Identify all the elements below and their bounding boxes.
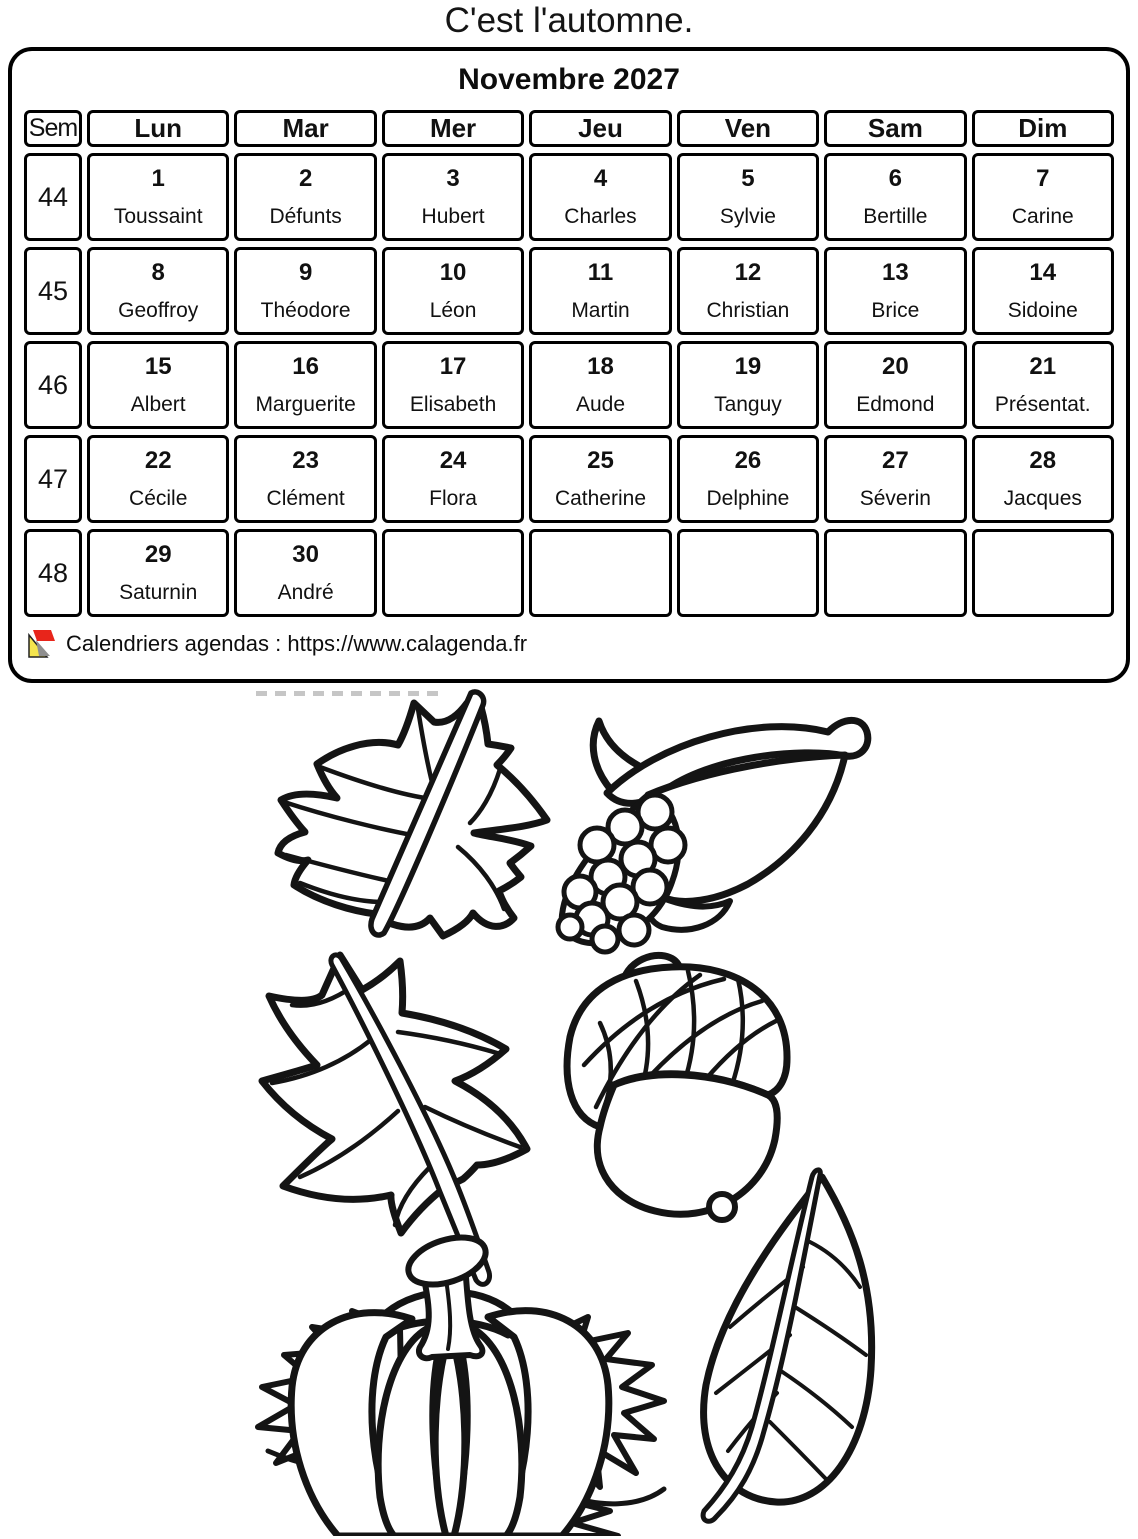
saint-name: Défunts [269, 205, 342, 228]
logo-red-banner [33, 630, 55, 641]
day-cell [677, 247, 819, 335]
day-cell [529, 153, 671, 241]
day-cell [972, 153, 1114, 241]
maple-leaf-drawing [278, 692, 547, 936]
day-cell [87, 341, 229, 429]
day-number: 13 [882, 259, 909, 286]
day-number: 29 [144, 541, 172, 568]
day-cell [529, 341, 671, 429]
day-number: 28 [1029, 447, 1057, 474]
day-header-ven: Ven [677, 110, 819, 147]
saint-name: Christian [706, 299, 790, 322]
day-number: 12 [734, 259, 762, 286]
saint-name: Bertille [863, 205, 928, 228]
saint-name: Clément [266, 487, 345, 510]
day-number: 21 [1029, 353, 1057, 380]
day-cell [677, 435, 819, 523]
day-number: 27 [882, 447, 909, 474]
page-title: C'est l'automne. [444, 1, 694, 40]
day-number: 4 [593, 165, 608, 192]
day-cell [824, 341, 966, 429]
pumpkin-drawing [258, 1229, 664, 1536]
day-number: 11 [587, 259, 614, 286]
week-number-cell: 46 [24, 341, 82, 429]
day-cell [234, 341, 376, 429]
autumn-illustrations [0, 687, 1138, 1536]
saint-name: Jacques [1003, 487, 1082, 510]
calendar-grid [24, 110, 1114, 617]
day-number: 23 [292, 447, 319, 474]
day-number: 18 [587, 353, 614, 380]
week-number-cell: 48 [24, 529, 82, 617]
saint-name: Cécile [129, 487, 188, 510]
day-header-dim: Dim [972, 110, 1114, 147]
day-header-sam: Sam [824, 110, 966, 147]
footer-link[interactable]: Calendriers agendas : https://www.calagenda.fr [66, 631, 528, 656]
day-cell [677, 153, 819, 241]
day-cell [529, 247, 671, 335]
empty-day-cell [382, 529, 524, 617]
day-cell [824, 153, 966, 241]
day-number: 25 [587, 447, 614, 474]
saint-name: Geoffroy [118, 299, 199, 322]
saint-name: Théodore [260, 299, 351, 322]
corn-cob-drawing [558, 720, 868, 952]
day-number: 19 [734, 353, 762, 380]
acorn-drawing [567, 946, 787, 1220]
calendar-footer [26, 628, 1112, 660]
week-number-cell: 44 [24, 153, 82, 241]
day-cell [972, 435, 1114, 523]
day-cell [87, 153, 229, 241]
saint-name: Elisabeth [409, 393, 497, 416]
day-header-jeu: Jeu [529, 110, 671, 147]
saint-name: Aude [575, 393, 626, 416]
day-cell [234, 435, 376, 523]
saint-name: Hubert [421, 205, 485, 228]
saint-name: Séverin [859, 487, 931, 510]
day-number: 7 [1036, 165, 1050, 192]
saint-name: Charles [564, 205, 637, 228]
day-cell [87, 247, 229, 335]
day-number: 15 [144, 353, 172, 380]
acorn-tip [709, 1194, 735, 1220]
saint-name: Carine [1011, 205, 1074, 228]
day-number: 5 [741, 165, 755, 192]
week-column-header: Sem [24, 110, 82, 147]
day-number: 14 [1029, 259, 1057, 286]
calendar-month-title: Novembre 2027 [458, 63, 680, 96]
saint-name: Toussaint [113, 205, 203, 228]
day-number: 9 [298, 259, 313, 286]
day-header-mar: Mar [234, 110, 376, 147]
calendar-card [8, 47, 1130, 683]
day-cell [382, 341, 524, 429]
day-number: 6 [888, 165, 903, 192]
saint-name: Flora [429, 487, 477, 510]
day-cell [824, 247, 966, 335]
day-number: 10 [439, 259, 467, 286]
day-cell [234, 153, 376, 241]
day-number: 30 [292, 541, 319, 568]
saint-name: Présentat. [994, 393, 1091, 416]
empty-day-cell [824, 529, 966, 617]
week-number-cell: 45 [24, 247, 82, 335]
day-number: 1 [151, 165, 165, 192]
saint-name: Brice [871, 299, 920, 322]
day-cell [87, 435, 229, 523]
empty-day-cell [972, 529, 1114, 617]
day-cell [972, 247, 1114, 335]
saint-name: Sylvie [719, 205, 776, 228]
day-cell [529, 435, 671, 523]
empty-day-cell [677, 529, 819, 617]
day-cell [234, 247, 376, 335]
saint-name: Tanguy [714, 393, 782, 416]
day-cell [972, 341, 1114, 429]
calagenda-logo-icon [26, 628, 56, 660]
day-cell [382, 247, 524, 335]
day-number: 17 [439, 353, 467, 380]
day-number: 26 [734, 447, 762, 474]
day-number: 8 [151, 259, 165, 286]
saint-name: Catherine [554, 487, 647, 510]
saint-name: Delphine [706, 487, 790, 510]
oak-leaf-drawing [262, 955, 527, 1284]
day-header-mer: Mer [382, 110, 524, 147]
saint-name: Martin [571, 299, 630, 322]
poplar-leaf-drawing [703, 1170, 872, 1521]
saint-name: Marguerite [255, 393, 356, 416]
day-cell [382, 153, 524, 241]
day-cell [234, 529, 376, 617]
day-cell [824, 435, 966, 523]
day-number: 2 [298, 165, 313, 192]
print-artifact [256, 691, 444, 696]
day-cell [87, 529, 229, 617]
day-number: 3 [446, 165, 460, 192]
week-number-cell: 47 [24, 435, 82, 523]
day-header-lun: Lun [87, 110, 229, 147]
saint-name: Saturnin [119, 581, 198, 604]
day-number: 20 [882, 353, 909, 380]
day-cell [677, 341, 819, 429]
saint-name: Léon [429, 299, 477, 322]
day-number: 16 [292, 353, 319, 380]
day-cell [382, 435, 524, 523]
saint-name: Albert [130, 393, 186, 416]
saint-name: André [277, 581, 334, 604]
day-number: 22 [144, 447, 172, 474]
day-number: 24 [439, 447, 467, 474]
saint-name: Sidoine [1007, 299, 1078, 322]
empty-day-cell [529, 529, 671, 617]
saint-name: Edmond [856, 393, 935, 416]
